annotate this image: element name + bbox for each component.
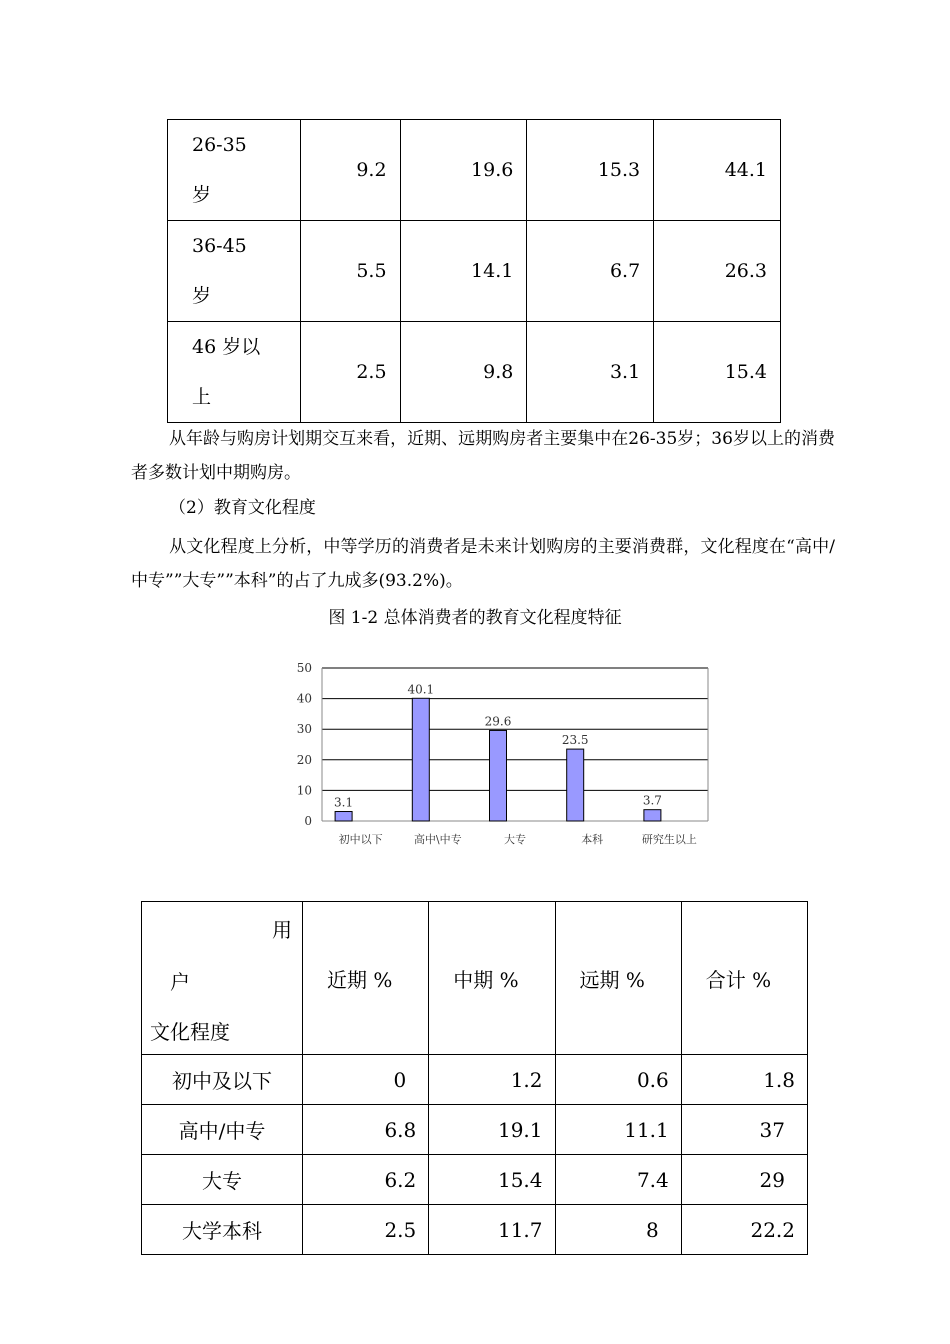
row-label — [168, 120, 301, 221]
body-paragraph — [131, 530, 835, 598]
education-table — [141, 901, 808, 1255]
table-cell: 0 — [303, 1055, 429, 1105]
age-table — [167, 119, 781, 423]
table-row — [142, 1205, 808, 1255]
paragraph-text: 从文化程度上分析，中等学历的消费者是未来计划购房的主要消费群，文化程度在“高中/中专””大专””本科”的占了九成多(93.2%)。 — [131, 537, 835, 591]
section-heading — [131, 491, 835, 525]
data-label: 29.6 — [484, 714, 512, 729]
table-cell: 2.5 — [303, 1205, 429, 1255]
table-cell: 6.8 — [303, 1105, 429, 1155]
table-header-row — [142, 902, 808, 1055]
category-label: 研究生以上 — [641, 833, 697, 846]
table-row — [168, 221, 781, 322]
table-row — [142, 1105, 808, 1155]
table-cell: 5.5 — [301, 221, 401, 322]
section-heading-text: （2）教育文化程度 — [169, 498, 316, 518]
data-label: 3.7 — [642, 793, 662, 808]
column-header: 中期 % — [429, 902, 555, 1055]
table-cell: 6.7 — [527, 221, 654, 322]
row-label — [168, 221, 301, 322]
table-cell: 1.8 — [681, 1055, 807, 1105]
row-label: 高中/中专 — [142, 1105, 303, 1155]
table-cell: 15.4 — [654, 322, 781, 423]
column-header: 远期 % — [555, 902, 681, 1055]
row-label: 初中及以下 — [142, 1055, 303, 1105]
category-label: 初中以下 — [338, 833, 383, 846]
y-tick-label: 50 — [296, 661, 312, 675]
corner-label-bottom: 文化程度 — [150, 1020, 230, 1044]
bar — [412, 698, 429, 821]
table-cell: 26.3 — [654, 221, 781, 322]
education-bar-chart — [290, 655, 720, 855]
table-row — [168, 120, 781, 221]
paragraph-text: 从年龄与购房计划期交互来看，近期、远期购房者主要集中在26-35岁；36岁以上的消费者多数计划中期购房。 — [131, 429, 835, 483]
row-label — [168, 322, 301, 423]
row-label-line1: 46 岁以 — [192, 336, 261, 358]
table-cell: 15.4 — [429, 1155, 555, 1205]
row-label-line2: 岁 — [192, 184, 212, 206]
table-cell: 29 — [681, 1155, 807, 1205]
body-paragraph — [131, 422, 835, 490]
category-label: 高中\中专 — [413, 833, 462, 846]
table-cell: 19.1 — [429, 1105, 555, 1155]
data-label: 40.1 — [407, 682, 435, 697]
corner-header-cell — [142, 902, 303, 1055]
table-cell: 8 — [555, 1205, 681, 1255]
category-label: 本科 — [581, 833, 604, 846]
y-tick-label: 0 — [304, 814, 312, 828]
table-row — [142, 1055, 808, 1105]
row-label-line2: 上 — [192, 386, 212, 408]
row-label-line1: 26-35 — [192, 134, 247, 156]
table-cell: 7.4 — [555, 1155, 681, 1205]
category-label: 大专 — [504, 833, 526, 846]
column-header: 合计 % — [681, 902, 807, 1055]
figure-caption: 图 1-2 总体消费者的教育文化程度特征 — [328, 608, 622, 628]
table-cell: 6.2 — [303, 1155, 429, 1205]
bar — [567, 749, 584, 821]
table-cell: 11.7 — [429, 1205, 555, 1255]
data-label: 3.1 — [334, 795, 354, 810]
table-cell: 11.1 — [555, 1105, 681, 1155]
table-cell: 15.3 — [527, 120, 654, 221]
corner-label-middle: 户 — [170, 970, 190, 994]
data-label: 23.5 — [561, 733, 589, 748]
table-cell: 22.2 — [681, 1205, 807, 1255]
y-tick-label: 20 — [296, 752, 312, 767]
y-tick-label: 10 — [296, 783, 312, 798]
table-cell: 44.1 — [654, 120, 781, 221]
table-cell: 9.2 — [301, 120, 401, 221]
table-cell: 37 — [681, 1105, 807, 1155]
bar — [490, 730, 507, 821]
corner-label-top: 用 — [272, 918, 292, 942]
table-cell: 19.6 — [400, 120, 527, 221]
table-cell: 9.8 — [400, 322, 527, 423]
row-label: 大专 — [142, 1155, 303, 1205]
bar — [335, 812, 352, 821]
table-cell: 1.2 — [429, 1055, 555, 1105]
column-header: 近期 % — [303, 902, 429, 1055]
table-cell: 14.1 — [400, 221, 527, 322]
row-label-line1: 36-45 — [192, 235, 247, 257]
table-cell: 0.6 — [555, 1055, 681, 1105]
row-label: 大学本科 — [142, 1205, 303, 1255]
table-cell: 3.1 — [527, 322, 654, 423]
row-label-line2: 岁 — [192, 285, 212, 307]
table-cell: 2.5 — [301, 322, 401, 423]
y-tick-label: 40 — [296, 691, 312, 706]
table-row — [168, 322, 781, 423]
bar — [644, 810, 661, 821]
table-row — [142, 1155, 808, 1205]
y-tick-label: 30 — [296, 722, 312, 737]
